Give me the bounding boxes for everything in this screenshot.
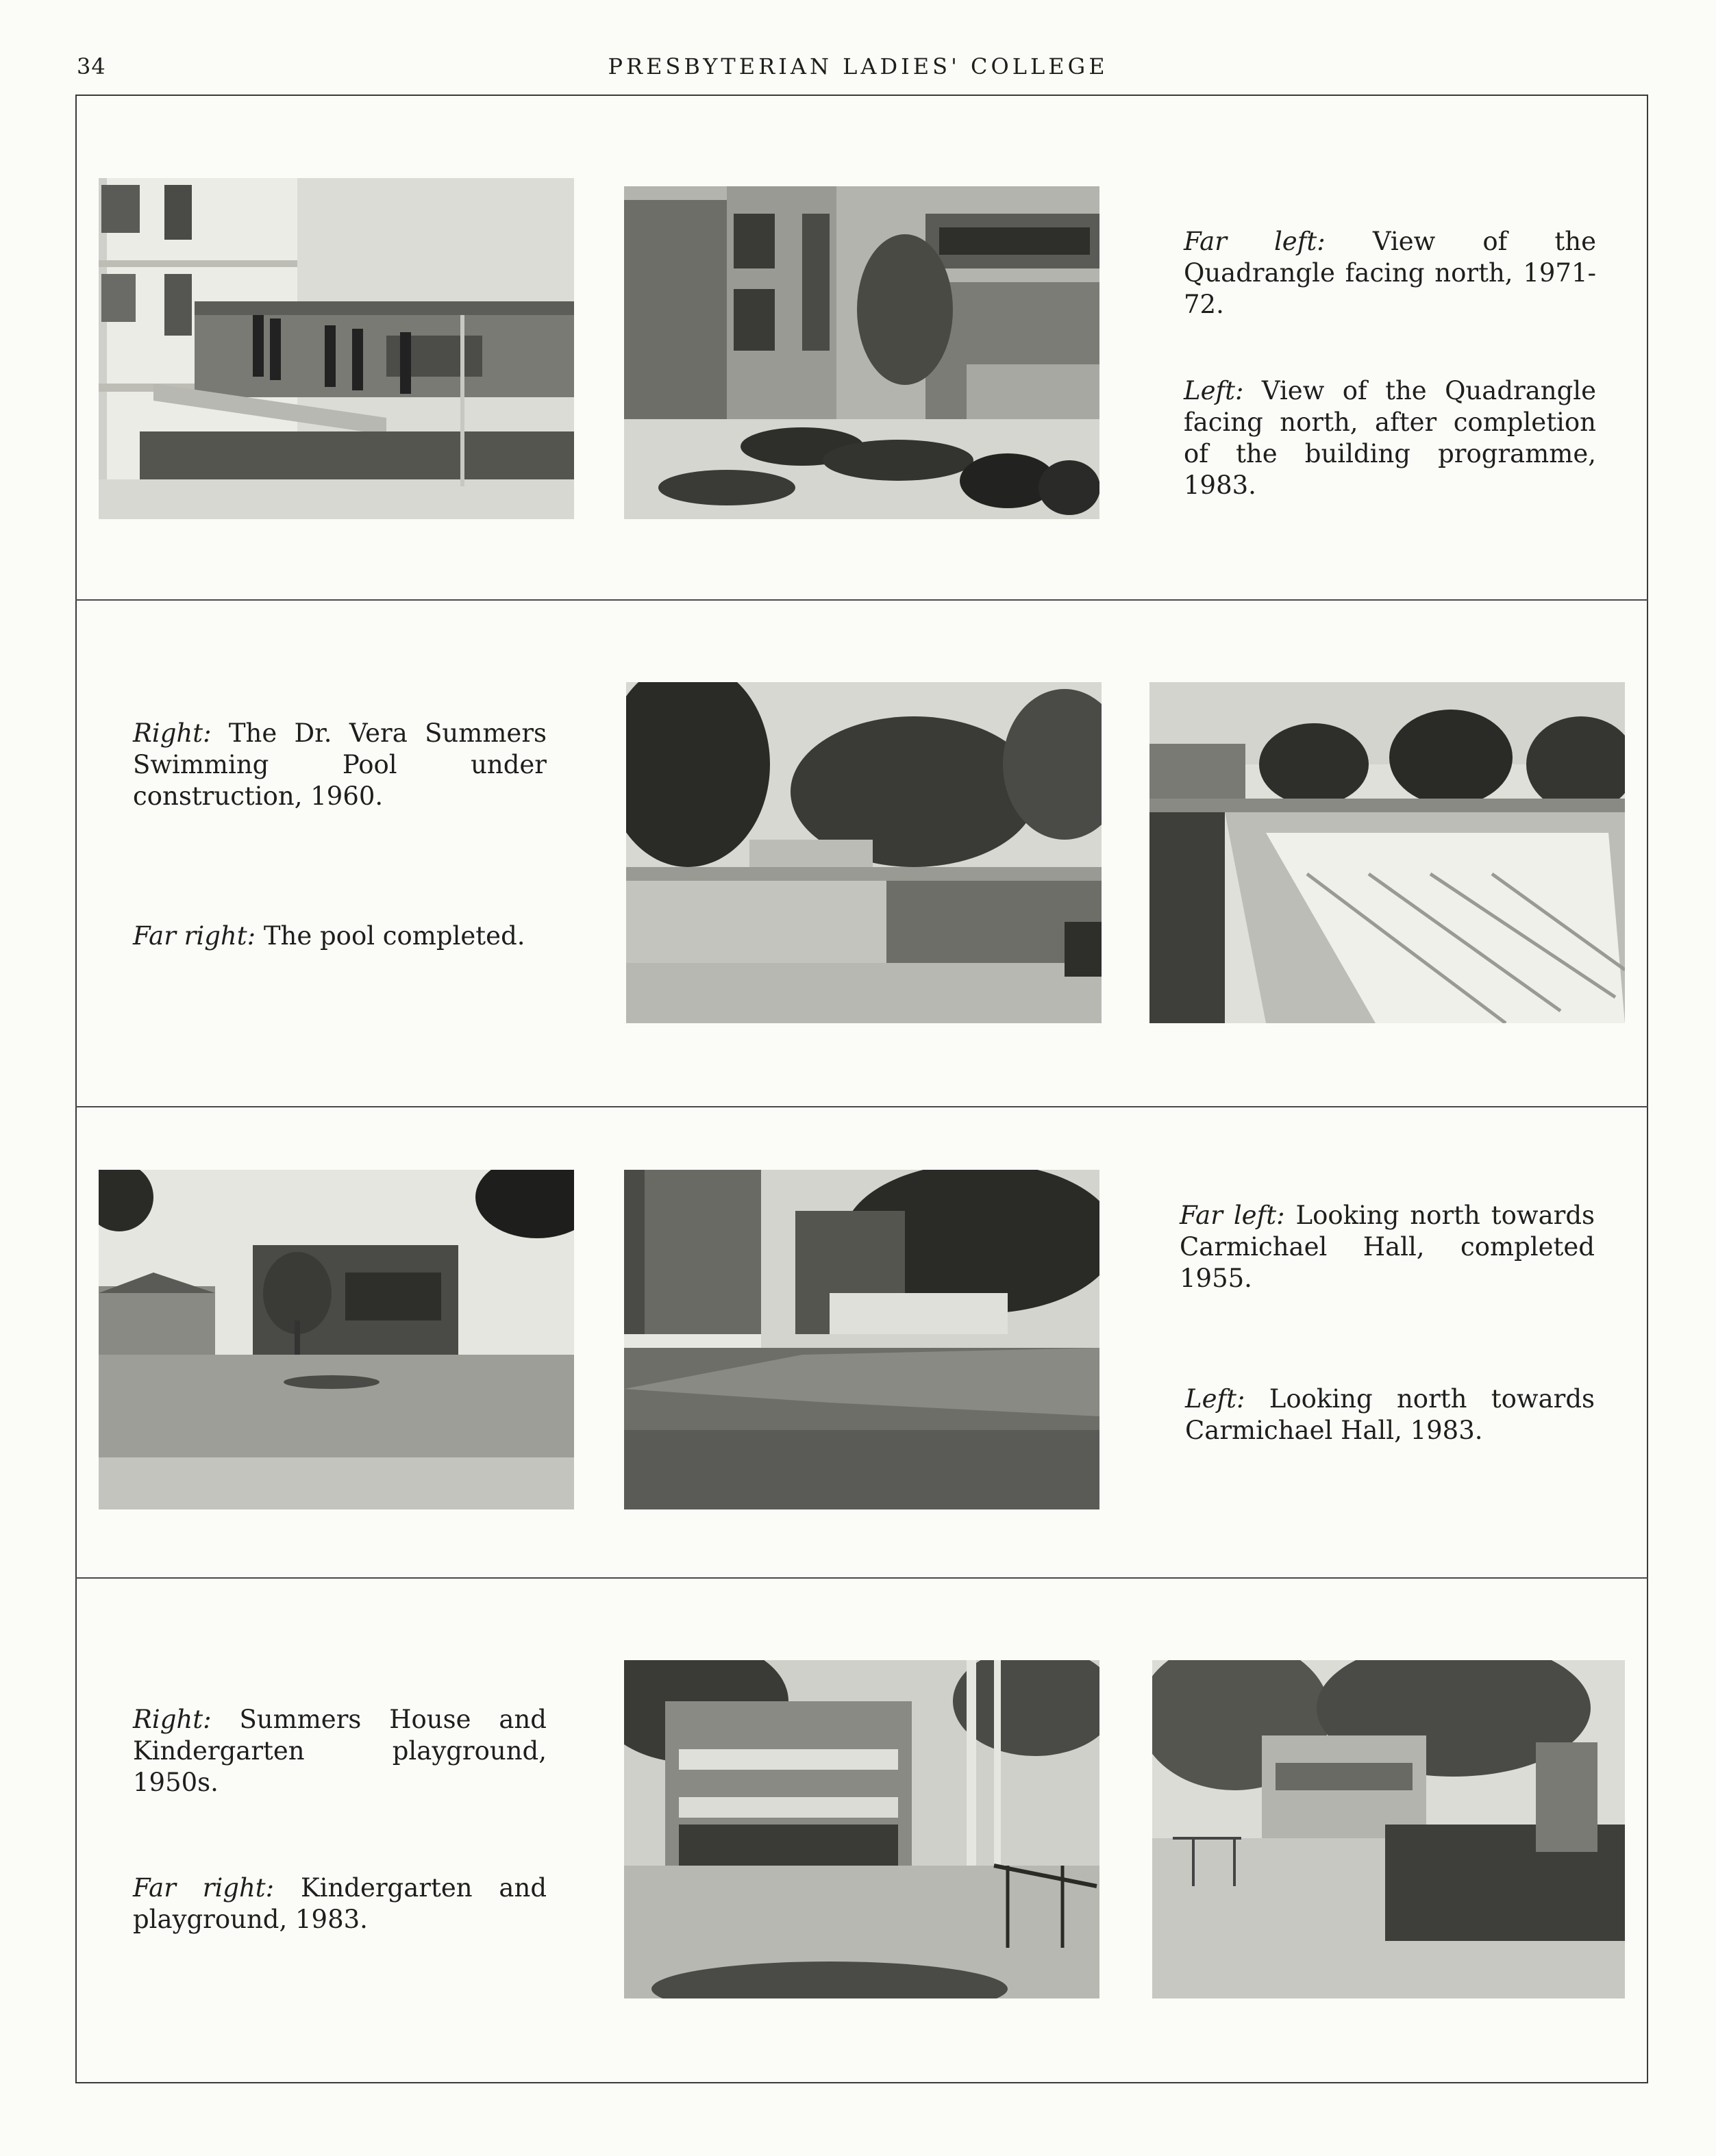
photo-pool-construction-1960 (626, 682, 1102, 1023)
caption-text: The pool completed. (263, 921, 525, 951)
caption (133, 920, 547, 952)
caption-label: Far left: (1180, 1201, 1285, 1230)
caption (133, 1872, 547, 1935)
photo-carmichael-hall-1983 (624, 1170, 1099, 1509)
caption-block (1184, 375, 1596, 501)
page-number: 34 (77, 53, 106, 79)
photo-carmichael-hall-1955 (99, 1170, 574, 1509)
caption (133, 1704, 547, 1798)
photo-pool-completed (1149, 682, 1625, 1023)
caption-label: Left: (1184, 376, 1244, 405)
caption-block (1184, 226, 1596, 321)
caption-text: Looking north towards Carmichael Hall, completed 1955. (1180, 1201, 1595, 1293)
caption-label: Left: (1185, 1384, 1245, 1414)
caption-text: View of the Quadrangle facing north, 1971-72. (1184, 227, 1597, 319)
section-divider (75, 599, 1648, 601)
photo-summers-house-1950s (624, 1660, 1099, 1998)
photo-quadrangle-1971 (99, 178, 574, 519)
caption-text: Kindergarten and playground, 1983. (133, 1873, 547, 1934)
caption-label: Far right: (133, 921, 256, 951)
caption-block (133, 920, 547, 952)
caption (133, 718, 547, 812)
caption (1184, 226, 1596, 321)
caption (1180, 1200, 1595, 1294)
section-divider (75, 1577, 1648, 1579)
caption-text: Looking north towards Carmichael Hall, 1983. (1185, 1384, 1595, 1445)
caption-block (1180, 1200, 1595, 1294)
photo-quadrangle-1983 (624, 186, 1099, 519)
caption (1185, 1383, 1595, 1446)
caption (1184, 375, 1596, 501)
caption-text: Summers House and Kindergarten playground, 1950s. (133, 1705, 547, 1797)
photo-kindergarten-1983 (1152, 1660, 1625, 1998)
caption-label: Right: (133, 1705, 212, 1734)
caption-label: Far right: (133, 1873, 275, 1903)
caption-text: The Dr. Vera Summers Swimming Pool under construction, 1960. (133, 718, 547, 811)
caption-block (1185, 1383, 1595, 1446)
running-title: PRESBYTERIAN LADIES' COLLEGE (608, 53, 1108, 79)
caption-block (133, 718, 547, 812)
caption-text: View of the Quadrangle facing north, after completion of the building programme, 1983. (1184, 376, 1596, 500)
caption-label: Far left: (1184, 227, 1326, 256)
caption-block (133, 1704, 547, 1798)
section-divider (75, 1106, 1648, 1107)
caption-label: Right: (133, 718, 212, 748)
caption-block (133, 1872, 547, 1935)
